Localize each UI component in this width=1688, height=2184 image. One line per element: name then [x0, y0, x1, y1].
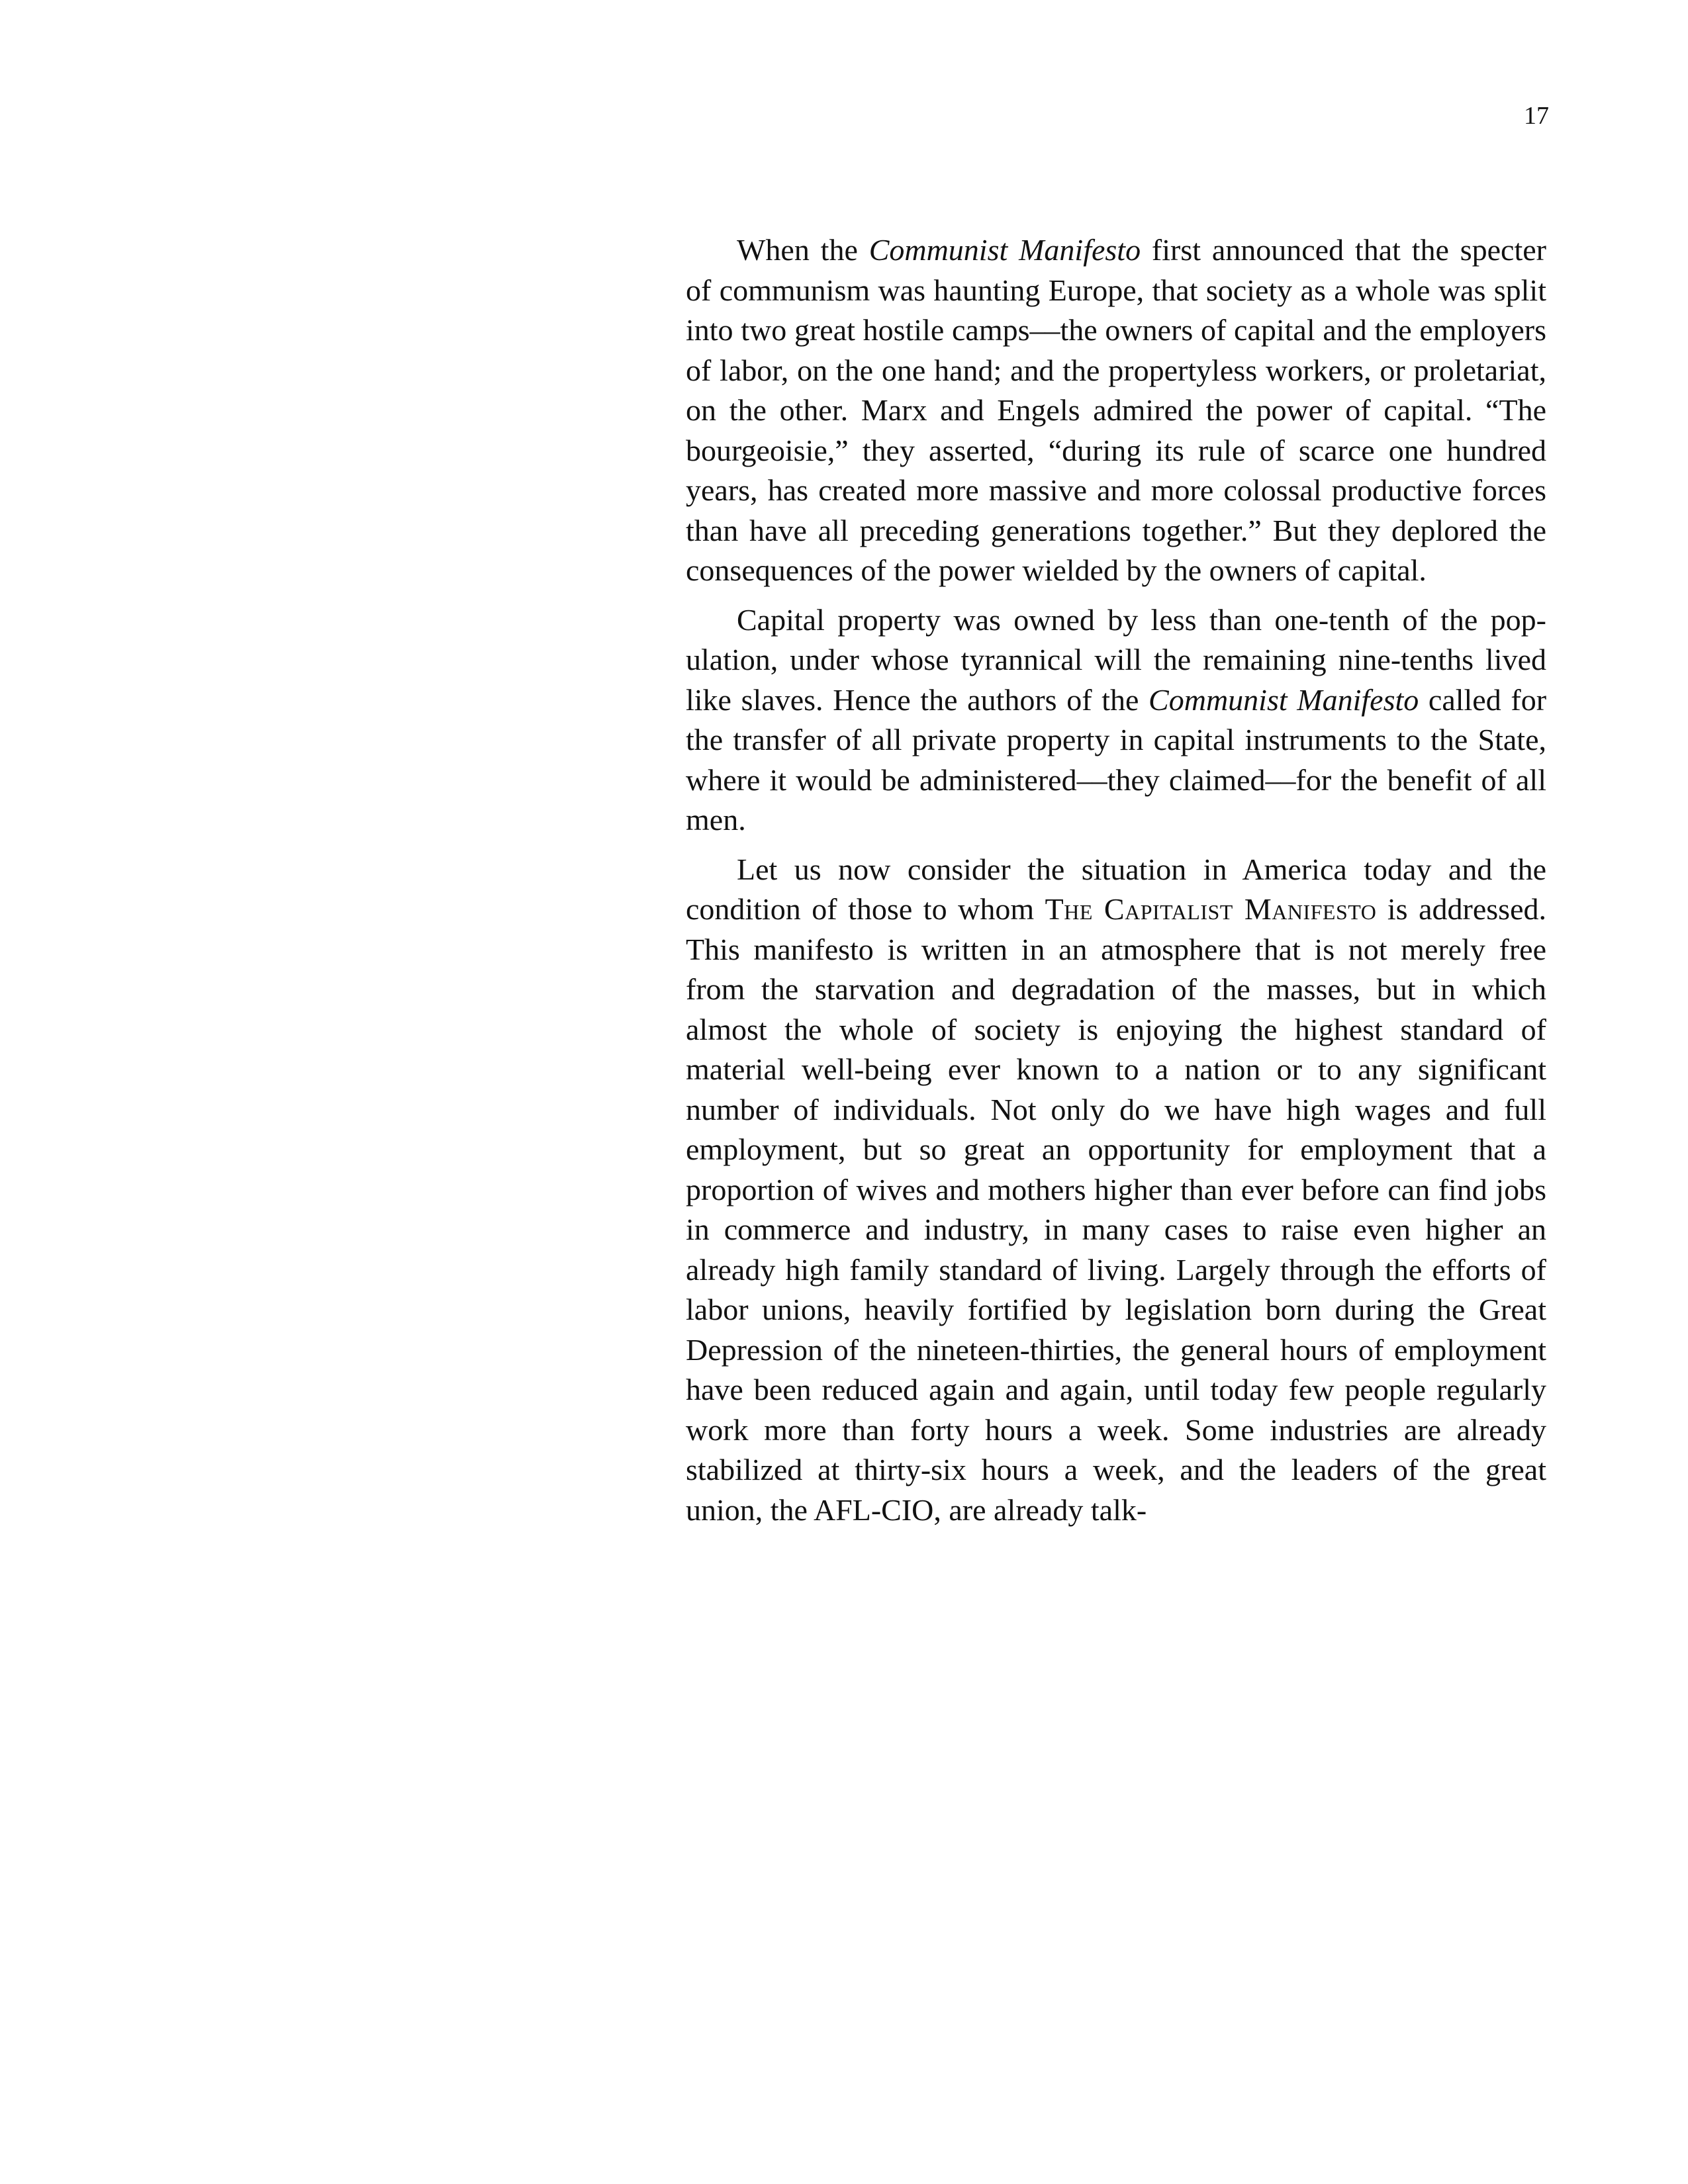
body-text — [686, 230, 1546, 1530]
paragraph-2-text-a: Capital property was owned by less than one-tenth of the population, under whose tyrannical will the remaining nine-tenths lived like slaves. Hence the authors of the — [686, 602, 1546, 717]
paragraph-2 — [686, 600, 1546, 841]
book-title-communist-manifesto: Communist Manifesto — [868, 233, 1141, 267]
paragraph-1-text-a: When the — [737, 233, 869, 267]
paragraph-1 — [686, 230, 1546, 591]
book-title-capitalist-manifesto: The Capitalist Manifesto — [1045, 892, 1377, 926]
paragraph-3-text-a: Let us now consider the situation in America today and the condition of those to whom — [686, 852, 1546, 926]
book-title-communist-manifesto: Communist Manifesto — [1149, 682, 1419, 717]
paragraph-3-text-b: is addressed. This manifesto is written in an atmosphere that is not merely free from the starvation and degradation of the masses, but in which almost the whole of society is enjoying the highest standard of material well-being ever known to a nation or to any significant number of individuals. Not only do we have high wages and full employment, but so great an opportunity for employment that a proportion of wives and mothers higher than ever before can find jobs in commerce and industry, in many cases to raise even higher an already high family standard of living. Largely through the efforts of labor unions, heavily fortified by legislation born during the Great Depression of the nineteen-thirties, the general hours of employment have been reduced again and again, until today few people regularly work more than forty hours a week. Some industries are already stabilized at thirty-six hours a week, and the leaders of the great union, the AFL-CIO, are already talk- — [686, 892, 1546, 1527]
paragraph-2-text-b: called for the transfer of all private property in capital instruments to the State, where it would be administered––they claimed––for the benefit of all men. — [686, 682, 1547, 837]
paragraph-1-text-b: first announced that the specter of communism was haunting Europe, that society as a whole was split into two great hostile camps––the owners of capital and the employers of labor, on the one hand; and the propertyless workers, or proletariat, on the other. Marx and Engels admired the power of capital. “The bourgeoisie,” they asserted, “during its rule of scarce one hundred years, has created more massive and more colossal productive forces than have all preceding generations together.” But they deplored the consequences of the power wielded by the owners of capital. — [686, 233, 1546, 587]
page-number: 17 — [1524, 102, 1549, 130]
paragraph-3 — [686, 850, 1546, 1531]
